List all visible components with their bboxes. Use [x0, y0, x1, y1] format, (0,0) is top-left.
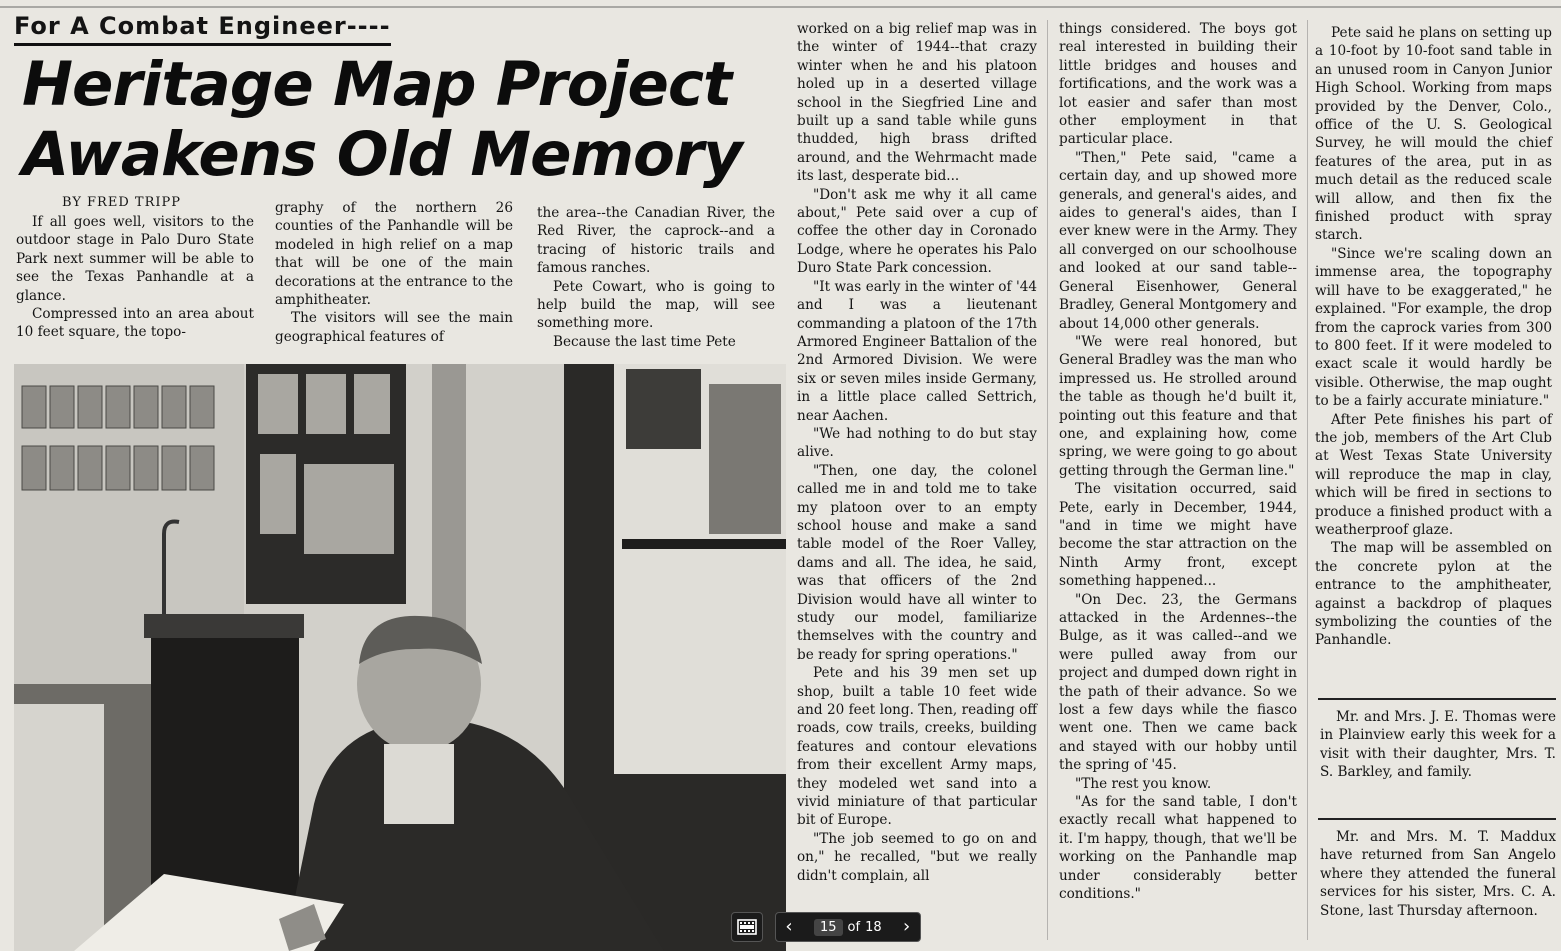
page-pager — [775, 912, 921, 942]
paragraph: "We were real honored, but General Bradley was the man who impressed us. He strolled around the table as though he'd built it, pointing out this feature and that one, and explaining how, come spring, we were going to go about getting through the German line." — [1059, 333, 1297, 479]
news-photo — [14, 364, 786, 951]
page-counter — [802, 919, 894, 936]
paragraph: Pete said he plans on setting up a 10-foot by 10-foot sand table in an unused room in Canyon Junior High School. Working from maps provided by the Denver, Colo., office of the U. S. Geological Survey, he will mould the chief features of the area, put in as much detail as the reduced scale will allow, and then fix the finished product with spray starch. — [1315, 25, 1552, 244]
total-pages: 18 — [865, 919, 882, 935]
filmstrip-icon — [737, 919, 757, 935]
article-byline: BY FRED TRIPP — [62, 195, 181, 210]
paragraph: The visitors will see the main geographical features of — [275, 310, 513, 345]
paragraph: graphy of the northern 26 counties of the Panhandle will be modeled in high relief on a map that will be one of the main decorations at the entrance to the amphitheater. — [275, 200, 513, 309]
paragraph: If all goes well, visitors to the outdoor stage in Palo Duro State Park next summer will be able to see the Texas Panhandle at a glance. — [16, 214, 254, 304]
paragraph: After Pete finishes his part of the job, members of the Art Club at West Texas State University will reproduce the map in clay, which will be fired in sections to produce a finished product with a weatherproof glaze. — [1315, 411, 1552, 538]
paragraph: "The job seemed to go on and on," he recalled, "but we really didn't complain, all — [797, 830, 1037, 884]
social-brief-maddux — [1320, 828, 1556, 920]
paragraph: "As for the sand table, I don't exactly recall what happened to it. I'm happy, though, that we'll be working on the Panhandle map under considerably better conditions." — [1059, 794, 1297, 903]
article-column-2 — [275, 199, 513, 346]
paragraph: "The rest you know. — [1075, 775, 1212, 792]
paragraph: The map will be assembled on the concrete pylon at the entrance to the amphitheater, against a backdrop of plaques symbolizing the counties of the Panhandle. — [1315, 540, 1552, 649]
paragraph: "On Dec. 23, the Germans attacked in the Ardennes--the Bulge, as it was called--and we were pulled away from our project and dumped down right in the path of their advance. So we lost a few days while the fiasco went one. Then we came back and stayed with our hobby until the spring of '45. — [1059, 591, 1297, 774]
brief-separator — [1318, 818, 1556, 820]
paragraph: "It was early in the winter of '44 and I was a lieutenant commanding a platoon of the 17th Armored Engineer Battalion of the 2nd Armored Division. We were six or seven miles inside Germany, in a little place called Settrich, near Aachen. — [797, 278, 1037, 424]
paragraph: the area--the Canadian River, the Red River, the caprock--and a tracing of historic trails and famous ranches. — [537, 205, 775, 277]
paragraph: "We had nothing to do but stay alive. — [797, 425, 1037, 461]
page-viewer-controls — [731, 911, 921, 943]
column-divider — [1047, 20, 1048, 940]
paragraph: Because the last time Pete — [553, 333, 736, 350]
article-column-4 — [797, 20, 1037, 885]
paragraph: Pete Cowart, who is going to help build the map, will see something more. — [537, 278, 775, 332]
brief-separator — [1318, 698, 1556, 700]
current-page-number: 15 — [814, 919, 843, 936]
paragraph: "Then, one day, the colonel called me in and told me to take my platoon over to an empty school house and make a sand table model of the Roer Valley, dams and all. The idea, he said, was that officers of the 2nd Division would have all winter to study our model, familiarize themselves with the country and be ready for spring operations." — [797, 462, 1037, 663]
column-divider — [1307, 20, 1308, 940]
paragraph: The visitation occurred, said Pete, early in December, 1944, "and in time we might have become the star attraction on the Ninth Army front, except something happened... — [1059, 481, 1297, 590]
filmstrip-button[interactable] — [731, 912, 763, 942]
paragraph: "Don't ask me why it all came about," Pete said over a cup of coffee the other day in Coronado Lodge, where he operates his Palo Duro State Park concession. — [797, 186, 1037, 277]
article-kicker: For A Combat Engineer---- — [14, 12, 391, 46]
paragraph: Compressed into an area about 10 feet square, the topo- — [16, 306, 254, 341]
paragraph: worked on a big relief map was in the winter of 1944--that crazy winter when he and his platoon holed up in a deserted village school in the Siegfried Line and built up a sand table while guns thudded, high brass drifted around, and the Wehrmacht made its last, desperate bid... — [797, 21, 1037, 185]
top-rule — [0, 6, 1561, 8]
paragraph: "Since we're scaling down an immense area, the topography will have to be exaggerated," he explained. "For example, the drop from the caprock varies from 300 to 800 feet. If it were modeled to exact scale it would hardly be visible. Otherwise, the map ought to be a fairly accurate miniature." — [1315, 245, 1552, 410]
article-column-6 — [1315, 24, 1552, 650]
article-headline: Heritage Map Project Awakens Old Memory — [22, 49, 742, 190]
paragraph: Mr. and Mrs. J. E. Thomas were in Plainview early this week for a visit with their daughter, Mrs. T. S. Barkley, and family. — [1320, 709, 1556, 781]
previous-page-button[interactable]: ‹ — [785, 916, 793, 937]
article-column-1 — [16, 213, 254, 342]
paragraph: Mr. and Mrs. M. T. Maddux have returned from San Angelo where they attended the funeral services for his sister, Mrs. C. A. Stone, last Thursday afternoon. — [1320, 829, 1556, 919]
next-page-button[interactable]: › — [903, 916, 911, 937]
paragraph: "Then," Pete said, "came a certain day, and up showed more generals, and general's aides, and aides to general's aides, than I ever knew were in the Army. They all converged on our schoolhouse and looked at our sand table--General Eisenhower, General Bradley, General Montgomery and about 14,000 other generals. — [1059, 149, 1297, 332]
paragraph: Pete and his 39 men set up shop, built a table 10 feet wide and 20 feet long. Then, reading off roads, cow trails, creeks, building features and contour elevations from their excellent Army maps, they modeled wet sand into a vivid miniature of that particular bit of Europe. — [797, 665, 1037, 829]
paragraph: things considered. The boys got real interested in building their little bridges and houses and fortifications, and the work was a lot easier and safer than most other employment in that particular place. — [1059, 21, 1297, 148]
article-column-5 — [1059, 20, 1297, 904]
social-brief-thomas — [1320, 708, 1556, 782]
article-column-3 — [537, 204, 775, 351]
page-of-label: of — [847, 919, 861, 935]
photo-illustration — [14, 364, 786, 951]
